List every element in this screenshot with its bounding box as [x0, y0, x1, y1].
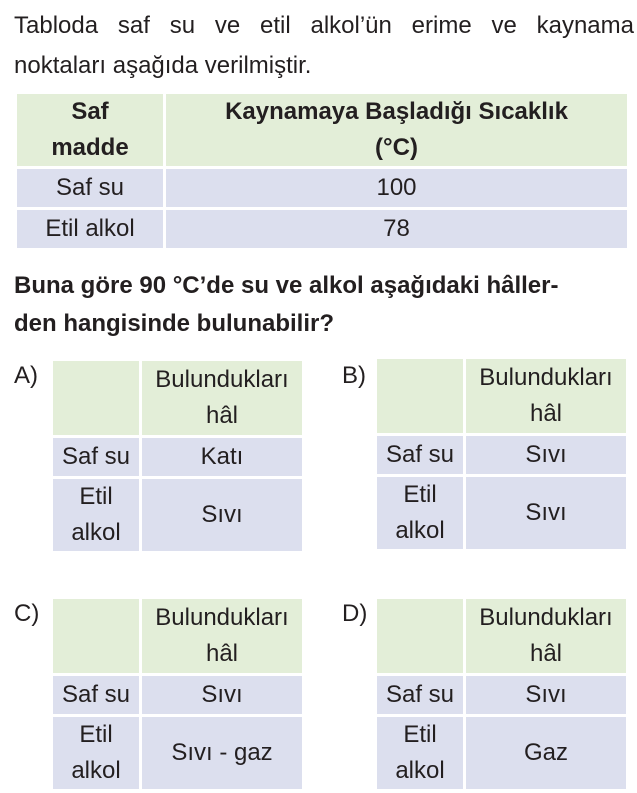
cell-substance: Etil alkol	[16, 209, 165, 250]
option-c-row1-label: Saf su	[52, 675, 141, 716]
header-boiling-temp-line1: Kaynamaya Başladığı Sıcaklık	[225, 98, 568, 125]
intro-line-2: noktaları aşağıda verilmiştir.	[14, 52, 312, 79]
header-substance-line1: Saf	[71, 98, 109, 125]
option-d-row2-value: Gaz	[465, 716, 628, 791]
option-b-header	[465, 358, 628, 435]
option-c-row2-value: Sıvı - gaz	[141, 716, 304, 791]
cell-substance: Saf su	[16, 168, 165, 209]
intro-text	[14, 6, 634, 86]
option-a-row1-label: Saf su	[52, 437, 141, 478]
option-d-header	[465, 598, 628, 675]
option-d-header-line1: Bulundukları	[479, 604, 613, 631]
option-b-row2-label	[376, 476, 465, 551]
option-d-table[interactable]	[374, 596, 629, 792]
option-c-row2-label	[52, 716, 141, 791]
option-b-row1-value: Sıvı	[465, 435, 628, 476]
cell-temp: 100	[165, 168, 629, 209]
option-d-header-empty	[376, 598, 465, 675]
option-c-header-empty	[52, 598, 141, 675]
option-c-row2-label-line2: alkol	[71, 757, 121, 784]
option-c-header-line2: hâl	[205, 640, 239, 667]
option-d-letter[interactable]: D)	[342, 600, 368, 627]
option-d-header-line2: hâl	[529, 640, 563, 667]
option-c-row1-value: Sıvı	[141, 675, 304, 716]
option-b-header-line1: Bulundukları	[479, 364, 613, 391]
option-a-header-empty	[52, 360, 141, 437]
option-b-header-line2: hâl	[529, 400, 563, 427]
option-a-header-line1: Bulundukları	[155, 366, 289, 393]
intro-line-1: Tabloda saf su ve etil alkol’ün erime ve kaynama	[14, 12, 634, 39]
option-c-header	[141, 598, 304, 675]
table-header-row	[16, 93, 629, 168]
table-row	[16, 209, 629, 250]
table-row	[16, 168, 629, 209]
header-boiling-temp-line2: (°C)	[375, 134, 418, 161]
option-b-letter[interactable]: B)	[342, 362, 366, 389]
header-boiling-temp	[165, 93, 629, 168]
option-b-table[interactable]	[374, 356, 629, 552]
option-a-letter[interactable]: A)	[14, 362, 38, 389]
option-c-header-line1: Bulundukları	[155, 604, 289, 631]
option-b-row2-label-line2: alkol	[395, 517, 445, 544]
option-d-row2-label-line2: alkol	[395, 757, 445, 784]
option-a-row1-value: Katı	[141, 437, 304, 478]
option-a-header-line2: hâl	[205, 402, 239, 429]
option-c-letter[interactable]: C)	[14, 600, 40, 627]
option-d-row1-label: Saf su	[376, 675, 465, 716]
boiling-point-table	[14, 91, 630, 251]
option-a-row2-value: Sıvı	[141, 478, 304, 553]
option-a-table[interactable]	[50, 358, 305, 554]
question-line-1: Buna göre 90 °C’de su ve alkol aşağıdaki hâller-	[14, 272, 559, 299]
question-text	[14, 267, 634, 343]
option-d-row2-label-line1: Etil	[403, 721, 437, 748]
option-d-row2-label	[376, 716, 465, 791]
header-substance-line2: madde	[51, 134, 129, 161]
option-c-table[interactable]	[50, 596, 305, 792]
option-a-row2-label-line2: alkol	[71, 519, 121, 546]
option-a-row2-label-line1: Etil	[79, 483, 113, 510]
option-b-header-empty	[376, 358, 465, 435]
option-b-row1-label: Saf su	[376, 435, 465, 476]
option-a-row2-label	[52, 478, 141, 553]
option-d-row1-value: Sıvı	[465, 675, 628, 716]
cell-temp: 78	[165, 209, 629, 250]
option-a-header	[141, 360, 304, 437]
option-b-row2-value: Sıvı	[465, 476, 628, 551]
question-line-2: den hangisinde bulunabilir?	[14, 310, 335, 337]
option-c-row2-label-line1: Etil	[79, 721, 113, 748]
option-b-row2-label-line1: Etil	[403, 481, 437, 508]
header-substance	[16, 93, 165, 168]
